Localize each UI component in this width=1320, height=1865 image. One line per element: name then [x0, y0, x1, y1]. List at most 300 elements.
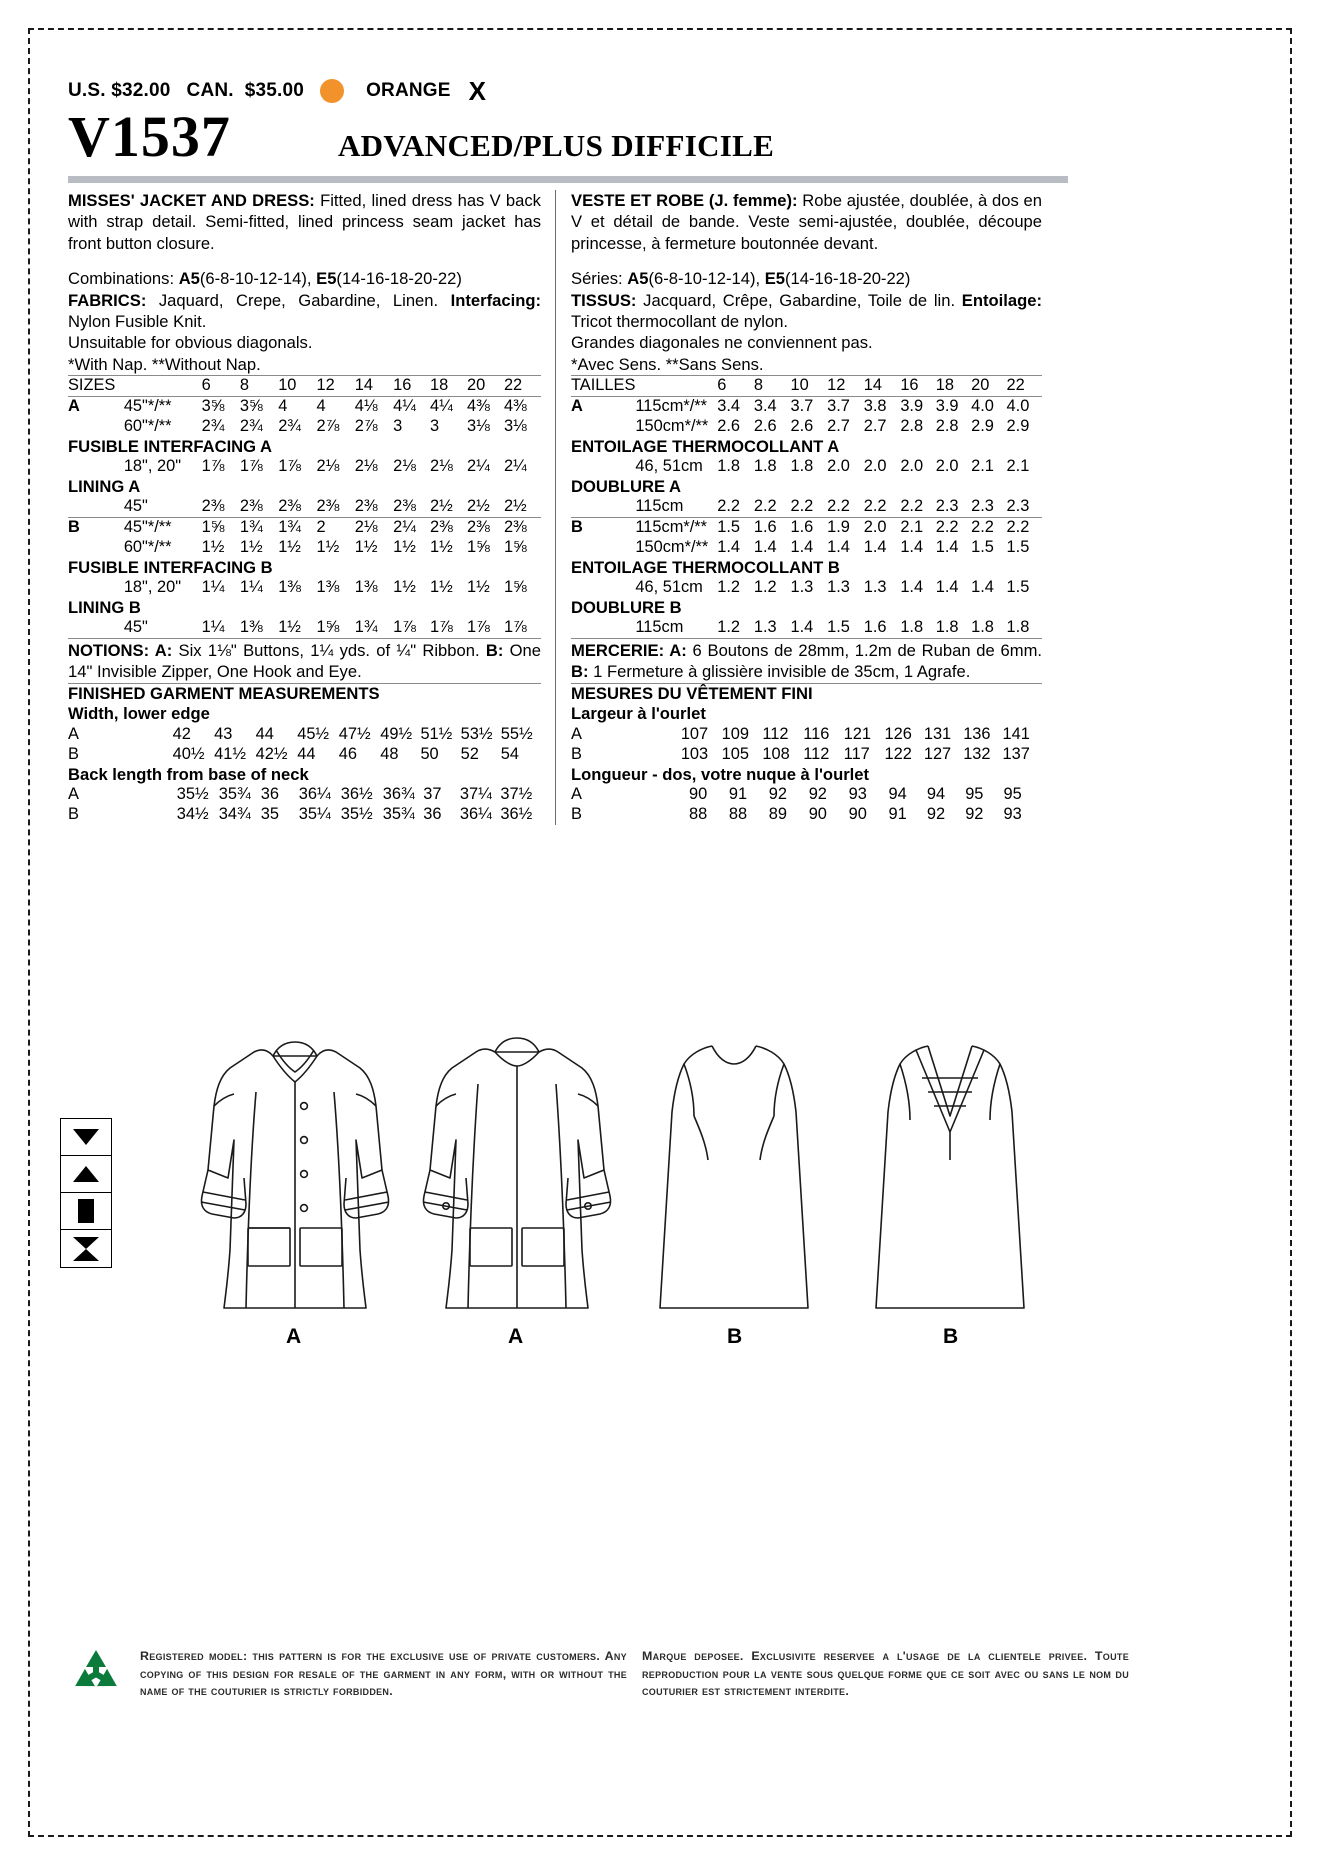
footer-french: Marque deposee. Exclusivite reservee a l'usage de la clientele privee. Toute reproduction pour la vente sous quelque forme que ce soit avec ou sans le nom du couturier est strictement interdite. — [642, 1649, 1129, 1699]
sizes-label: SIZES — [68, 376, 124, 397]
table-cell: 95 — [1003, 785, 1022, 804]
row-view — [68, 538, 124, 558]
row-width — [114, 785, 177, 805]
table-cell: 1¼ — [201, 618, 225, 637]
table-cell: 1½ — [278, 618, 301, 637]
table-cell: 89 — [768, 805, 788, 824]
row-width — [620, 805, 689, 825]
table-cell: 1⅜ — [316, 578, 340, 597]
table-cell: 2.2 — [827, 497, 864, 517]
table-cell: 2⅛ — [354, 457, 378, 476]
size-header: 16 — [393, 376, 430, 397]
price-can: CAN. $35.00 — [186, 80, 305, 101]
english-back-table — [68, 785, 541, 825]
table-cell: 4¼ — [430, 397, 453, 416]
table-cell: 1.5 — [1006, 537, 1030, 556]
row-view: B — [68, 744, 79, 763]
table-cell: 2½ — [467, 497, 504, 517]
rectangle-icon — [61, 1193, 111, 1230]
size-mark: X — [468, 75, 487, 106]
table-cell: 93 — [848, 785, 867, 804]
table-cell: 1.5 — [1006, 578, 1030, 597]
table-cell: 1½ — [430, 578, 453, 597]
table-cell: 46 — [338, 744, 357, 763]
table-cell: 1⅝ — [466, 537, 490, 556]
size-header: 18 — [430, 376, 467, 397]
table-section-title: FUSIBLE INTERFACING B — [68, 557, 273, 577]
table-cell: 103 — [680, 744, 709, 763]
table-cell: 2.2 — [900, 497, 935, 517]
table-cell: 41½ — [214, 744, 247, 763]
french-description-title: VESTE ET ROBE (J. femme): — [571, 191, 798, 210]
french-back-title: Longueur - dos, votre nuque à l'ourlet — [571, 764, 870, 784]
row-width: 46, 51cm — [635, 578, 703, 597]
figure-dress-front — [642, 1020, 827, 1350]
table-cell: 2⅜ — [430, 518, 453, 537]
table-section-title: DOUBLURE A — [571, 476, 682, 496]
table-cell: 37½ — [500, 785, 533, 804]
french-width-table — [571, 725, 1042, 765]
table-cell: 1.3 — [863, 578, 887, 597]
table-row — [68, 785, 541, 805]
table-cell: 35¼ — [298, 805, 331, 824]
table-cell: 2.3 — [1007, 497, 1042, 517]
table-cell: 2.2 — [790, 497, 827, 517]
table-cell: 53½ — [460, 724, 493, 743]
table-cell: 1.4 — [863, 537, 887, 556]
row-width: 45"*/** — [123, 397, 172, 416]
row-width — [114, 805, 177, 825]
table-cell: 2.0 — [863, 518, 887, 537]
difficulty-symbols-box — [60, 1118, 112, 1268]
french-description — [571, 190, 1042, 254]
french-notions: MERCERIE: A: 6 Boutons de 28mm, 1.2m de Ruban de 6mm. B: 1 Fermeture à glissière invisible de 35cm, 1 Agrafe. — [571, 638, 1042, 683]
english-notions: NOTIONS: A: Six 1⅛" Buttons, 1¼ yds. of ¼" Ribbon. B: One 14" Invisible Zipper, One Hook and Eye. — [68, 638, 541, 683]
table-cell: 1½ — [278, 537, 301, 556]
table-cell: 2.2 — [971, 518, 994, 537]
table-cell: 1.4 — [790, 618, 814, 637]
hourglass-icon — [61, 1230, 111, 1267]
table-cell: 37 — [423, 785, 442, 804]
table-row — [571, 578, 1042, 598]
row-view: A — [571, 724, 582, 743]
table-cell: 52 — [460, 744, 479, 763]
table-cell: 2.3 — [936, 497, 971, 517]
row-width: 150cm*/** — [635, 416, 709, 435]
row-view — [68, 578, 124, 598]
table-cell: 2.8 — [935, 416, 959, 435]
table-cell: 1.5 — [971, 537, 994, 556]
pattern-number: V1537 — [68, 104, 231, 169]
english-description — [68, 190, 541, 254]
french-width-title: Largeur à l'ourlet — [571, 704, 706, 724]
table-cell: 2.2 — [754, 497, 791, 517]
table-cell: 1⅞ — [201, 457, 225, 476]
french-finished-title: MESURES DU VÊTEMENT FINI — [571, 683, 1042, 705]
english-column — [68, 190, 555, 825]
table-cell: 1.2 — [753, 578, 777, 597]
table-cell: 1.6 — [863, 618, 887, 637]
table-cell: 1.4 — [935, 578, 959, 597]
table-cell: 109 — [721, 724, 749, 743]
table-row — [571, 538, 1042, 558]
table-cell: 3 — [393, 416, 403, 435]
row-view: A — [571, 397, 583, 416]
header-divider — [68, 176, 1068, 183]
table-header-row — [68, 376, 541, 397]
table-cell: 1½ — [466, 578, 490, 597]
table-cell: 2⅞ — [354, 416, 378, 435]
table-row — [68, 745, 541, 765]
table-cell: 132 — [963, 744, 991, 763]
row-width: 150cm*/** — [635, 537, 709, 556]
row-view — [68, 497, 124, 517]
row-view — [68, 618, 124, 638]
french-fabrics: TISSUS: Jacquard, Crêpe, Gabardine, Toile de lin. Entoilage: Tricot thermocollant de nylon. — [571, 290, 1042, 331]
table-cell: 1¾ — [278, 518, 301, 537]
table-row — [571, 518, 1042, 538]
table-cell: 1.8 — [753, 457, 777, 476]
row-width: 18", 20" — [123, 578, 182, 597]
table-cell: 112 — [803, 744, 830, 763]
table-cell: 3⅝ — [201, 397, 225, 416]
english-combinations: Combinations: A5(6-8-10-12-14), E5(14-16-18-20-22) — [68, 269, 462, 289]
table-cell: 3.7 — [827, 397, 850, 416]
table-cell: 1⅜ — [239, 618, 263, 637]
table-cell: 1⅞ — [503, 618, 527, 637]
table-cell: 36¼ — [298, 785, 331, 804]
english-back-title: Back length from base of neck — [68, 764, 309, 784]
table-cell: 2.6 — [717, 416, 741, 435]
row-view — [571, 618, 635, 638]
english-width-table — [68, 725, 541, 765]
table-cell: 3.7 — [790, 397, 814, 416]
row-view: B — [571, 744, 582, 763]
table-cell: 4⅜ — [466, 397, 490, 416]
table-section-title: ENTOILAGE THERMOCOLLANT B — [571, 557, 840, 577]
table-cell: 1.6 — [753, 518, 777, 537]
table-row — [571, 457, 1042, 477]
size-header: 12 — [827, 376, 864, 397]
row-width: 45"*/** — [123, 518, 172, 537]
table-cell: 1.8 — [1006, 618, 1030, 637]
table-section-title: LINING A — [68, 476, 141, 496]
table-cell: 2¾ — [278, 416, 301, 435]
table-cell: 141 — [1002, 724, 1030, 743]
table-cell: 3⅝ — [239, 397, 263, 416]
table-cell: 2¼ — [503, 457, 527, 476]
table-cell: 1⅞ — [393, 618, 416, 637]
table-cell: 127 — [923, 744, 952, 763]
english-description-text: Fitted, lined dress has V back with strap detail. Semi-fitted, lined princess seam jacket has front button closure. — [68, 191, 541, 253]
table-cell: 88 — [728, 805, 748, 824]
table-cell: 1.4 — [753, 537, 777, 556]
table-cell: 35½ — [340, 805, 373, 824]
table-cell: 94 — [888, 785, 907, 804]
table-cell: 92 — [926, 805, 946, 824]
table-cell: 126 — [884, 724, 912, 743]
row-width: 46, 51cm — [635, 457, 703, 476]
table-cell: 94 — [926, 785, 946, 804]
table-cell: 2.1 — [900, 518, 924, 537]
table-cell: 2⅜ — [278, 497, 316, 517]
table-cell: 2.2 — [1006, 518, 1030, 537]
table-cell: 1⅝ — [201, 518, 225, 537]
french-back-table — [571, 785, 1042, 825]
table-row — [571, 725, 1042, 745]
table-cell: 54 — [500, 744, 520, 763]
color-name: ORANGE — [366, 80, 451, 101]
table-cell: 1½ — [430, 537, 453, 556]
table-row — [68, 518, 541, 538]
row-width — [112, 745, 172, 765]
table-cell: 1.3 — [753, 618, 777, 637]
table-row — [571, 397, 1042, 417]
table-cell: 2.9 — [1006, 416, 1030, 435]
table-cell: 112 — [762, 724, 789, 743]
row-view — [68, 417, 124, 437]
table-cell: 49½ — [380, 724, 413, 743]
table-cell: 3 — [430, 416, 440, 435]
difficulty-level: ADVANCED/PLUS DIFFICILE — [338, 128, 775, 163]
size-header: 10 — [790, 376, 827, 397]
figure-dress-back — [858, 1020, 1043, 1350]
table-cell: 1½ — [316, 537, 340, 556]
table-cell: 2 — [316, 518, 326, 537]
table-cell: 36½ — [500, 805, 533, 824]
table-cell: 44 — [255, 724, 274, 743]
table-cell: 1⅝ — [316, 618, 340, 637]
table-cell: 4.0 — [1006, 397, 1030, 416]
size-header: 22 — [1007, 376, 1042, 397]
color-dot-icon — [320, 79, 344, 103]
french-description-text: Robe ajustée, doublée, à dos en V et détail de bande. Veste semi-ajustée, doublée, découpe princesse, à fermeture boutonnée devant. — [571, 191, 1043, 253]
table-cell: 43 — [214, 724, 233, 743]
table-cell: 1.4 — [900, 537, 924, 556]
row-view: B — [68, 805, 79, 824]
table-cell: 4¼ — [393, 397, 416, 416]
table-cell: 4⅜ — [503, 397, 527, 416]
table-cell: 36½ — [340, 785, 373, 804]
table-cell: 2⅛ — [430, 457, 453, 476]
english-unsuitable: Unsuitable for obvious diagonals. — [68, 333, 313, 353]
row-width: 115cm*/** — [635, 397, 708, 416]
table-cell: 2.2 — [864, 497, 901, 517]
row-view — [571, 497, 635, 517]
table-section-title: DOUBLURE B — [571, 597, 682, 617]
row-width — [617, 725, 680, 745]
figure-label-b-back: B — [943, 1325, 959, 1348]
table-cell: 3.4 — [717, 397, 741, 416]
envelope-content — [68, 75, 1068, 825]
english-nap: *With Nap. **Without Nap. — [68, 354, 261, 374]
table-cell: 90 — [688, 785, 708, 804]
table-cell: 116 — [803, 724, 830, 743]
size-header: 20 — [467, 376, 504, 397]
row-width: 115cm — [635, 497, 717, 517]
row-width: 45" — [123, 618, 148, 637]
row-view: A — [68, 397, 80, 416]
table-cell: 92 — [965, 805, 984, 824]
table-cell: 92 — [768, 785, 788, 804]
table-cell: 4⅛ — [354, 397, 378, 416]
table-cell: 1.2 — [717, 578, 741, 597]
table-cell: 1.4 — [935, 537, 959, 556]
table-cell: 1¼ — [239, 578, 263, 597]
table-row — [68, 397, 541, 417]
row-view — [68, 457, 124, 477]
table-cell: 36¼ — [459, 805, 492, 824]
size-header: 22 — [504, 376, 541, 397]
table-cell: 2¾ — [201, 416, 225, 435]
table-cell: 2⅛ — [354, 518, 378, 537]
table-cell: 136 — [963, 724, 991, 743]
table-cell: 2.0 — [863, 457, 887, 476]
table-cell: 3⅛ — [503, 416, 527, 435]
size-header: 6 — [717, 376, 754, 397]
table-cell: 108 — [762, 744, 790, 763]
size-header: 18 — [936, 376, 971, 397]
table-cell: 1.2 — [717, 618, 741, 637]
table-cell: 1.5 — [717, 518, 741, 537]
table-cell: 121 — [843, 724, 872, 743]
table-row — [571, 618, 1042, 638]
table-cell: 2.0 — [900, 457, 924, 476]
size-header: 16 — [900, 376, 935, 397]
table-cell: 131 — [923, 724, 952, 743]
row-width: 115cm*/** — [635, 518, 708, 537]
table-cell: 48 — [380, 744, 399, 763]
table-cell: 2.6 — [753, 416, 777, 435]
english-width-title: Width, lower edge — [68, 704, 210, 724]
table-cell: 2½ — [504, 497, 541, 517]
row-width — [620, 785, 689, 805]
figure-label-b-front: B — [727, 1325, 743, 1348]
table-cell: 1½ — [393, 537, 416, 556]
figure-label-a-front: A — [286, 1325, 302, 1348]
table-row — [571, 805, 1042, 825]
table-cell: 2⅛ — [316, 457, 340, 476]
table-cell: 137 — [1002, 744, 1030, 763]
table-cell: 2⅜ — [466, 518, 490, 537]
table-cell: 37¼ — [459, 785, 492, 804]
table-cell: 2⅜ — [393, 497, 430, 517]
table-section-title: LINING B — [68, 597, 141, 617]
table-cell: 2⅜ — [240, 497, 278, 517]
table-cell: 90 — [808, 805, 827, 824]
table-cell: 42½ — [255, 744, 288, 763]
row-width — [617, 745, 680, 765]
size-header: 14 — [355, 376, 393, 397]
table-cell: 1.4 — [900, 578, 924, 597]
table-cell: 1.4 — [971, 578, 994, 597]
row-view: B — [68, 518, 80, 537]
down-triangle-icon — [61, 1119, 111, 1156]
row-width: 45" — [124, 497, 202, 517]
table-cell: 91 — [888, 805, 907, 824]
table-cell: 55½ — [500, 724, 533, 743]
table-cell: 1.8 — [790, 457, 814, 476]
row-view — [571, 457, 635, 477]
row-width: 60"*/** — [123, 537, 172, 556]
table-cell: 1¾ — [239, 518, 263, 537]
size-header: 14 — [864, 376, 901, 397]
table-cell: 1¼ — [201, 578, 225, 597]
price-row — [68, 75, 1068, 106]
table-cell: 2.7 — [827, 416, 850, 435]
table-cell: 88 — [688, 805, 708, 824]
table-cell: 1.8 — [935, 618, 959, 637]
table-cell: 1.8 — [717, 457, 741, 476]
table-cell: 35 — [260, 805, 279, 824]
french-unsuitable: Grandes diagonales ne conviennent pas. — [571, 333, 873, 353]
table-cell: 1⅜ — [278, 578, 301, 597]
table-cell: 1⅝ — [503, 537, 527, 556]
size-header: 8 — [240, 376, 278, 397]
size-header: 10 — [278, 376, 316, 397]
row-view: B — [571, 518, 583, 537]
table-cell: 1⅞ — [239, 457, 263, 476]
table-cell: 3⅛ — [466, 416, 490, 435]
table-cell: 50 — [420, 744, 439, 763]
table-cell: 2¼ — [466, 457, 490, 476]
french-yardage-table — [571, 375, 1042, 638]
table-cell: 1.9 — [827, 518, 850, 537]
table-cell: 2.1 — [971, 457, 994, 476]
table-cell: 34½ — [176, 805, 209, 824]
table-cell: 1.3 — [827, 578, 850, 597]
table-cell: 2.6 — [790, 416, 814, 435]
table-cell: 51½ — [420, 724, 453, 743]
table-cell: 2.2 — [935, 518, 959, 537]
table-cell: 1.6 — [790, 518, 814, 537]
table-cell: 2.9 — [971, 416, 994, 435]
french-column — [555, 190, 1042, 825]
footer-english: Registered model: this pattern is for the exclusive use of private customers. Any copying of this design for resale of the garment in any form, with or without the name of the couturier is strictly forbidden. — [140, 1649, 627, 1699]
info-columns — [68, 190, 1068, 825]
figure-jacket-front — [190, 1020, 405, 1350]
table-cell: 3.9 — [935, 397, 959, 416]
figure-label-a-back: A — [508, 1325, 524, 1348]
english-fabrics: FABRICS: Jaquard, Crepe, Gabardine, Linen. Interfacing: Nylon Fusible Knit. — [68, 290, 541, 331]
table-cell: 1.5 — [827, 618, 850, 637]
table-row — [571, 745, 1042, 765]
english-description-title: MISSES' JACKET AND DRESS: — [68, 191, 315, 210]
table-cell: 1.3 — [790, 578, 814, 597]
table-cell: 105 — [721, 744, 749, 763]
table-cell: 2⅛ — [393, 457, 416, 476]
table-cell: 2.0 — [827, 457, 850, 476]
table-cell: 40½ — [172, 744, 205, 763]
table-cell: 1½ — [239, 537, 263, 556]
table-header-row — [571, 376, 1042, 397]
table-cell: 2½ — [430, 497, 467, 517]
french-combinations: Séries: A5(6-8-10-12-14), E5(14-16-18-20-22) — [571, 269, 911, 289]
table-cell: 1⅝ — [503, 578, 527, 597]
row-view — [571, 417, 635, 437]
table-cell: 36 — [260, 785, 279, 804]
table-cell: 1⅞ — [430, 618, 453, 637]
table-section-title: FUSIBLE INTERFACING A — [68, 436, 273, 456]
table-row — [68, 725, 541, 745]
table-cell: 3.8 — [863, 397, 887, 416]
table-cell: 1⅞ — [466, 618, 490, 637]
table-cell: 2⅜ — [202, 497, 240, 517]
table-cell: 2⅜ — [355, 497, 393, 517]
table-row — [68, 457, 541, 477]
price-us: U.S. $32.00 — [68, 80, 171, 101]
title-row — [68, 104, 1068, 169]
